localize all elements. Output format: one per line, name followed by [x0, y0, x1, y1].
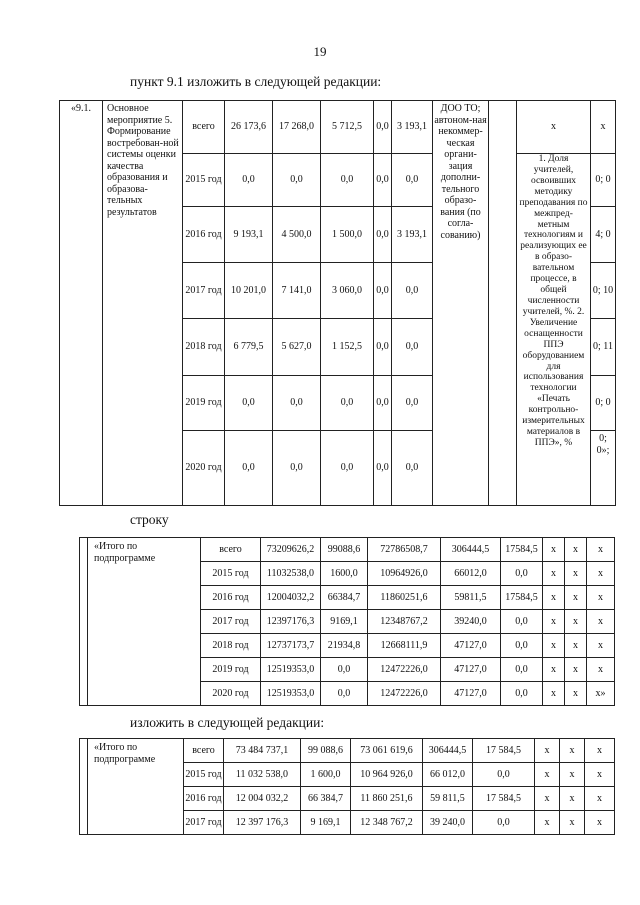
year-cell: всего — [184, 739, 224, 763]
x-cell: х — [543, 586, 565, 610]
x-cell: х — [535, 811, 560, 835]
subtotal-table-old — [79, 537, 615, 706]
year-cell: 2020 год — [201, 682, 261, 706]
value-cell: 11032538,0 — [261, 562, 321, 586]
value-cell: 0,0 — [392, 376, 433, 431]
value-cell: 0,0 — [273, 431, 321, 506]
value-cell: 9 169,1 — [301, 811, 351, 835]
subtotal-label: «Итого по подпрограмме — [88, 739, 184, 835]
indicator-value: 0; 0»; — [591, 431, 616, 506]
value-cell: 0,0 — [374, 319, 392, 376]
value-cell: 39 240,0 — [423, 811, 473, 835]
value-cell: 39240,0 — [441, 610, 501, 634]
x-cell: х — [543, 658, 565, 682]
value-cell: 0,0 — [473, 763, 535, 787]
value-cell: 0,0 — [321, 376, 374, 431]
value-cell: 0,0 — [374, 376, 392, 431]
year-cell: 2018 год — [201, 634, 261, 658]
x-cell: х — [560, 763, 585, 787]
value-cell: 0,0 — [501, 610, 543, 634]
value-cell: 0,0 — [273, 154, 321, 207]
value-cell: 0,0 — [225, 154, 273, 207]
value-cell: 47127,0 — [441, 682, 501, 706]
value-cell: 11 860 251,6 — [351, 787, 423, 811]
value-cell: 10 201,0 — [225, 263, 273, 319]
value-cell: 306444,5 — [423, 739, 473, 763]
value-cell: 0,0 — [374, 263, 392, 319]
x-cell: х — [585, 763, 615, 787]
x-cell: х — [543, 538, 565, 562]
value-cell: 0,0 — [501, 634, 543, 658]
value-cell: 47127,0 — [441, 634, 501, 658]
x-cell: х — [565, 610, 587, 634]
value-cell: 0,0 — [273, 376, 321, 431]
value-cell: 1600,0 — [321, 562, 368, 586]
year-cell: 2017 год — [183, 263, 225, 319]
value-cell: 59 811,5 — [423, 787, 473, 811]
value-cell: 73 484 737,1 — [224, 739, 301, 763]
value-cell: 66012,0 — [441, 562, 501, 586]
value-cell: 4 500,0 — [273, 207, 321, 263]
indicator-value: 0; 0 — [591, 376, 616, 431]
x-cell: х» — [587, 682, 615, 706]
spacer-cell — [80, 538, 88, 706]
value-cell: 0,0 — [392, 154, 433, 207]
value-cell: 17 584,5 — [473, 739, 535, 763]
value-cell: 12004032,2 — [261, 586, 321, 610]
value-cell: 0,0 — [392, 263, 433, 319]
value-cell: 306444,5 — [441, 538, 501, 562]
indicator-cell: 1. Доля учителей, освоивших методику преподавания по межпред-метным технологиям и реализующих ее в образо-вательном процессе, в общей численности учителей, %. 2. Увеличение оснащенности ППЭ оборудованием для использования технологии «Печать контрольно-измерительных материалов в ППЭ», % — [517, 154, 591, 506]
value-cell: 0,0 — [473, 811, 535, 835]
value-cell: 12519353,0 — [261, 682, 321, 706]
x-cell: х — [543, 634, 565, 658]
year-cell: 2019 год — [201, 658, 261, 682]
value-cell: 0,0 — [225, 376, 273, 431]
section-heading: изложить в следующей редакции: — [130, 715, 325, 730]
subtotal-label: «Итого по подпрограмме — [88, 538, 201, 706]
value-cell: 0,0 — [321, 682, 368, 706]
x-cell: х — [560, 739, 585, 763]
year-cell: 2017 год — [184, 811, 224, 835]
value-cell: 10964926,0 — [368, 562, 441, 586]
x-cell: х — [565, 658, 587, 682]
section-heading: строку — [130, 512, 169, 527]
value-cell: 17 584,5 — [473, 787, 535, 811]
value-cell: 1 152,5 — [321, 319, 374, 376]
value-cell: 0,0 — [392, 319, 433, 376]
measure-table — [59, 100, 616, 506]
year-cell: 2015 год — [184, 763, 224, 787]
x-cell: х — [565, 586, 587, 610]
placeholder-cell — [489, 101, 517, 506]
value-cell: 12519353,0 — [261, 658, 321, 682]
value-cell: 17584,5 — [501, 586, 543, 610]
value-cell: 73 061 619,6 — [351, 739, 423, 763]
value-cell: 3 060,0 — [321, 263, 374, 319]
value-cell: 17584,5 — [501, 538, 543, 562]
x-cell: х — [591, 101, 616, 154]
value-cell: 99088,6 — [321, 538, 368, 562]
value-cell: 0,0 — [374, 101, 392, 154]
indicator-value: 0; 0 — [591, 154, 616, 207]
value-cell: 0,0 — [501, 562, 543, 586]
x-cell: х — [587, 658, 615, 682]
x-cell: х — [543, 682, 565, 706]
value-cell: 10 964 926,0 — [351, 763, 423, 787]
year-cell: всего — [201, 538, 261, 562]
x-cell: х — [587, 610, 615, 634]
x-cell: х — [585, 787, 615, 811]
value-cell: 21934,8 — [321, 634, 368, 658]
value-cell: 66 384,7 — [301, 787, 351, 811]
year-cell: 2017 год — [201, 610, 261, 634]
value-cell: 59811,5 — [441, 586, 501, 610]
value-cell: 9169,1 — [321, 610, 368, 634]
value-cell: 5 712,5 — [321, 101, 374, 154]
value-cell: 73209626,2 — [261, 538, 321, 562]
value-cell: 0,0 — [501, 658, 543, 682]
indicator-value: 4; 0 — [591, 207, 616, 263]
value-cell: 47127,0 — [441, 658, 501, 682]
x-cell: х — [543, 610, 565, 634]
value-cell: 12472226,0 — [368, 658, 441, 682]
value-cell: 72786508,7 — [368, 538, 441, 562]
value-cell: 26 173,6 — [225, 101, 273, 154]
value-cell: 12397176,3 — [261, 610, 321, 634]
year-cell: 2016 год — [184, 787, 224, 811]
value-cell: 11 032 538,0 — [224, 763, 301, 787]
x-cell: х — [587, 562, 615, 586]
spacer-cell — [80, 739, 88, 835]
value-cell: 99 088,6 — [301, 739, 351, 763]
value-cell: 12737173,7 — [261, 634, 321, 658]
value-cell: 3 193,1 — [392, 207, 433, 263]
indicator-value: 0; 11 — [591, 319, 616, 376]
measure-name: Основное мероприятие 5. Формирование востребован-ной системы оценки качества образования и образова-тельных результатов — [103, 101, 183, 506]
value-cell: 12472226,0 — [368, 682, 441, 706]
x-cell: х — [565, 682, 587, 706]
measure-number: «9.1. — [60, 101, 103, 506]
year-cell: 2016 год — [183, 207, 225, 263]
value-cell: 0,0 — [225, 431, 273, 506]
year-cell: 2015 год — [201, 562, 261, 586]
x-cell: х — [565, 634, 587, 658]
value-cell: 0,0 — [392, 431, 433, 506]
x-cell: х — [587, 538, 615, 562]
value-cell: 9 193,1 — [225, 207, 273, 263]
x-cell: х — [565, 562, 587, 586]
value-cell: 0,0 — [321, 658, 368, 682]
x-cell: х — [543, 562, 565, 586]
x-cell: х — [587, 634, 615, 658]
value-cell: 66384,7 — [321, 586, 368, 610]
x-cell: х — [535, 739, 560, 763]
x-cell: х — [560, 811, 585, 835]
x-cell: х — [587, 586, 615, 610]
year-cell: 2015 год — [183, 154, 225, 207]
value-cell: 7 141,0 — [273, 263, 321, 319]
value-cell: 0,0 — [374, 207, 392, 263]
value-cell: 1 600,0 — [301, 763, 351, 787]
value-cell: 66 012,0 — [423, 763, 473, 787]
x-cell: х — [517, 101, 591, 154]
executor-cell: ДОО ТО; автоном-ная некоммер-ческая органи-зация дополни-тельного образо-вания (по согла-сованию) — [433, 101, 489, 506]
value-cell: 17 268,0 — [273, 101, 321, 154]
value-cell: 0,0 — [321, 431, 374, 506]
value-cell: 5 627,0 — [273, 319, 321, 376]
year-cell: всего — [183, 101, 225, 154]
indicator-value: 0; 10 — [591, 263, 616, 319]
value-cell: 12 348 767,2 — [351, 811, 423, 835]
value-cell: 0,0 — [374, 154, 392, 207]
value-cell: 6 779,5 — [225, 319, 273, 376]
x-cell: х — [535, 787, 560, 811]
year-cell: 2018 год — [183, 319, 225, 376]
x-cell: х — [535, 763, 560, 787]
value-cell: 0,0 — [321, 154, 374, 207]
x-cell: х — [565, 538, 587, 562]
year-cell: 2020 год — [183, 431, 225, 506]
x-cell: х — [560, 787, 585, 811]
value-cell: 12348767,2 — [368, 610, 441, 634]
year-cell: 2016 год — [201, 586, 261, 610]
x-cell: х — [585, 739, 615, 763]
value-cell: 0,0 — [501, 682, 543, 706]
value-cell: 12 004 032,2 — [224, 787, 301, 811]
section-heading: пункт 9.1 изложить в следующей редакции: — [130, 74, 382, 89]
x-cell: х — [585, 811, 615, 835]
subtotal-table-new — [79, 738, 615, 835]
page-number: 19 — [313, 44, 327, 59]
year-cell: 2019 год — [183, 376, 225, 431]
value-cell: 3 193,1 — [392, 101, 433, 154]
value-cell: 1 500,0 — [321, 207, 374, 263]
value-cell: 0,0 — [374, 431, 392, 506]
value-cell: 12 397 176,3 — [224, 811, 301, 835]
value-cell: 11860251,6 — [368, 586, 441, 610]
value-cell: 12668111,9 — [368, 634, 441, 658]
